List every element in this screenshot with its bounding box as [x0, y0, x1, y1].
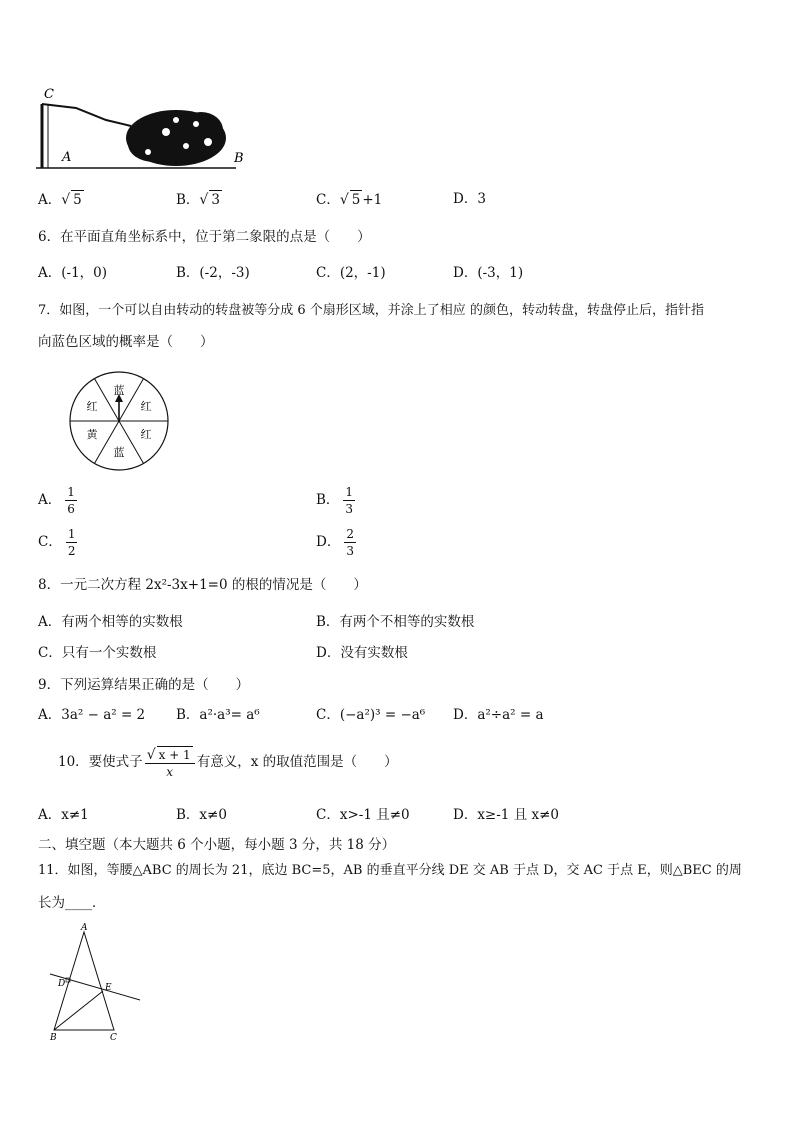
- q9-stem: 9．下列运算结果正确的是（ ）: [38, 677, 250, 693]
- q7-option-a[interactable]: A． $\frac{1}{6}$: [38, 485, 75, 516]
- q5-option-c[interactable]: C．√ 5 +1: [316, 192, 383, 208]
- q8-option-d[interactable]: D．没有实数根: [316, 645, 408, 661]
- tree-foliage: [126, 110, 226, 166]
- q10-option-a[interactable]: A．x≠1: [38, 807, 89, 823]
- q10-option-b[interactable]: B．x≠0: [176, 807, 227, 823]
- q7-stem-line2: 向蓝色区域的概率是（ ）: [38, 334, 214, 350]
- section-heading: 二、填空题（本大题共 6 个小题，每小题 3 分，共 18 分）: [38, 837, 396, 853]
- label-e: E: [105, 983, 112, 993]
- label-c: C: [110, 1033, 117, 1042]
- q8-option-a[interactable]: A．有两个相等的实数根: [38, 614, 183, 630]
- label-c: C: [44, 87, 54, 102]
- label-b: B: [234, 151, 244, 166]
- sector-label-upper-left: 红: [86, 400, 98, 413]
- label-b: B: [50, 1033, 57, 1042]
- sector-label-upper-right: 红: [140, 400, 152, 413]
- sector-label-top: 蓝: [113, 384, 125, 397]
- q7-option-d[interactable]: D． $\frac{2}{3}$: [316, 527, 354, 558]
- q9-option-b[interactable]: B．a²·a³= a⁶: [176, 707, 260, 723]
- sector-label-lower-right: 红: [140, 428, 152, 441]
- q9-option-d[interactable]: D．a²÷a² = a: [453, 707, 544, 723]
- q6-option-b[interactable]: B．(-2，-3): [176, 265, 250, 281]
- q10-option-c[interactable]: C．x>-1 且≠0: [316, 807, 410, 823]
- q7-stem-line1: 7．如图，一个可以自由转动的转盘被等分成 6 个扇形区域，并涂上了相应 的颜色，转动转盘，转盘停止后，指针指: [38, 303, 704, 318]
- q8-stem: 8．一元二次方程 2x²-3x+1=0 的根的情况是（ ）: [38, 577, 367, 593]
- q8-option-b[interactable]: B．有两个不相等的实数根: [316, 614, 475, 630]
- q6-option-c[interactable]: C．(2，-1): [316, 265, 386, 281]
- q6-option-a[interactable]: A．(-1，0): [38, 265, 108, 281]
- q6-stem: 6．在平面直角坐标系中，位于第二象限的点是（ ）: [38, 229, 371, 245]
- q11-stem-line1: 11．如图，等腰△ABC 的周长为 21，底边 BC=5，AB 的垂直平分线 DE 交 AB 于点 D，交 AC 于点 E，则△BEC 的周: [38, 863, 742, 878]
- label-a: A: [81, 923, 88, 933]
- spinner-wheel: [68, 370, 170, 472]
- q9-option-a[interactable]: A．3a² − a² = 2: [38, 707, 146, 723]
- q10-stem: 10．要使式子 $\frac{√ x + 1}{x}$ 有意义，x 的取值范围是（ ）: [58, 746, 398, 779]
- triangle-figure: [46, 920, 146, 1042]
- q9-option-c[interactable]: C．(−a²)³ = −a⁶: [316, 707, 426, 723]
- q5-option-b[interactable]: B．√ 3: [176, 192, 220, 208]
- q10-option-d[interactable]: D．x≥-1 且 x≠0: [453, 807, 559, 823]
- q5-option-a[interactable]: A．√ 5: [38, 192, 82, 208]
- q7-option-c[interactable]: C． $\frac{1}{2}$: [38, 527, 76, 558]
- sector-label-bottom: 蓝: [113, 446, 125, 459]
- q6-option-d[interactable]: D．(-3，1): [453, 265, 524, 281]
- label-d: D: [58, 979, 66, 989]
- q8-option-c[interactable]: C．只有一个实数根: [38, 645, 157, 661]
- sector-label-lower-left: 黄: [86, 428, 98, 441]
- q5-option-d[interactable]: D．3: [453, 191, 486, 207]
- label-a: A: [62, 150, 72, 165]
- q11-stem-line2: 长为____．: [38, 895, 106, 911]
- tree-figure: [36, 82, 256, 172]
- q7-option-b[interactable]: B． $\frac{1}{3}$: [316, 485, 354, 516]
